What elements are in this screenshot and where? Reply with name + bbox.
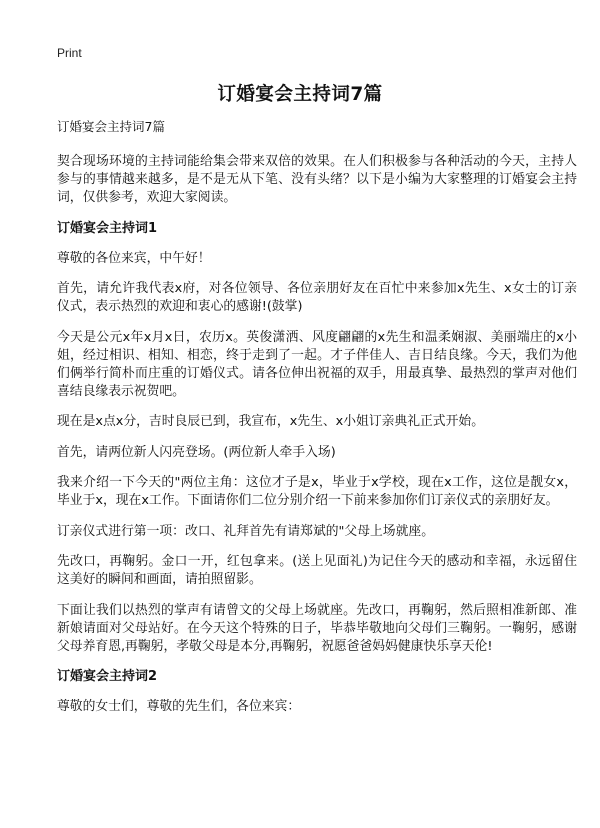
paragraph: 首先，请两位新人闪亮登场。(两位新人牵手入场) [57,444,336,460]
print-label: Print [57,46,82,60]
paragraph: 首先，请允许我代表x府，对各位领导、各位亲朋好友在百忙中来参加x先生、x女士的订亲仪式，表示热烈的欢迎和衷心的感谢!(鼓掌) [57,281,577,314]
paragraph: 下面让我们以热烈的掌声有请曾文的父母上场就座。先改口，再鞠躬，然后照相准新郎、准新娘请面对父母站好。在今天这个特殊的日子，毕恭毕敬地向父母们三鞠躬。一鞠躬，感谢父母养育恩,再鞠躬，孝敬父母是本分,再鞠躬，祝愿爸爸妈妈健康快乐享天伦! [57,602,577,654]
paragraph: 订亲仪式进行第一项：改口、礼拜首先有请郑斌的"父母上场就座。 [57,523,434,539]
paragraph: 我来介绍一下今天的"两位主角：这位才子是x，毕业于x学校，现在x工作，这位是靓女x，毕业于x，现在x工作。下面请你们二位分别介绍一下前来参加你们订亲仪式的亲朋好友。 [57,475,577,508]
intro-paragraph: 契合现场环境的主持词能给集会带来双倍的效果。在人们积极参与各种活动的今天，主持人参与的事情越来越多，是不是无从下笔、没有头绪？以下是小编为大家整理的订婚宴会主持词，仅供参考，欢迎大家阅读。 [57,154,577,205]
paragraph: 今天是公元x年x月x日，农历x。英俊潇洒、风度翩翩的x先生和温柔娴淑、美丽端庄的x小姐，经过相识、相知、相恋，终于走到了一起。才子伴佳人、吉日结良缘。今天，我们为他们俩举行简朴而庄重的订婚仪式。请各位伸出祝福的双手，用最真挚、最热烈的掌声对他们喜结良缘表示祝贺吧。 [57,329,577,399]
paragraph: 尊敬的女士们，尊敬的先生们，各位来宾： [57,699,301,714]
paragraph: 先改口，再鞠躬。金口一开，红包拿来。(送上见面礼)为记住今天的感动和幸福，永远留住这美好的瞬间和画面，请拍照留影。 [57,554,577,587]
section-heading-2: 订婚宴会主持词2 [57,669,158,684]
paragraph: 现在是x点x分，吉时良辰已到，我宣布，x先生、x小姐订亲典礼正式开始。 [57,414,484,429]
document-subtitle: 订婚宴会主持词7篇 [57,119,165,134]
document-title: 订婚宴会主持词7篇 [217,84,383,105]
section-heading-1: 订婚宴会主持词1 [57,220,158,236]
document-body [57,118,577,729]
paragraph: 尊敬的各位来宾，中午好！ [57,250,211,266]
